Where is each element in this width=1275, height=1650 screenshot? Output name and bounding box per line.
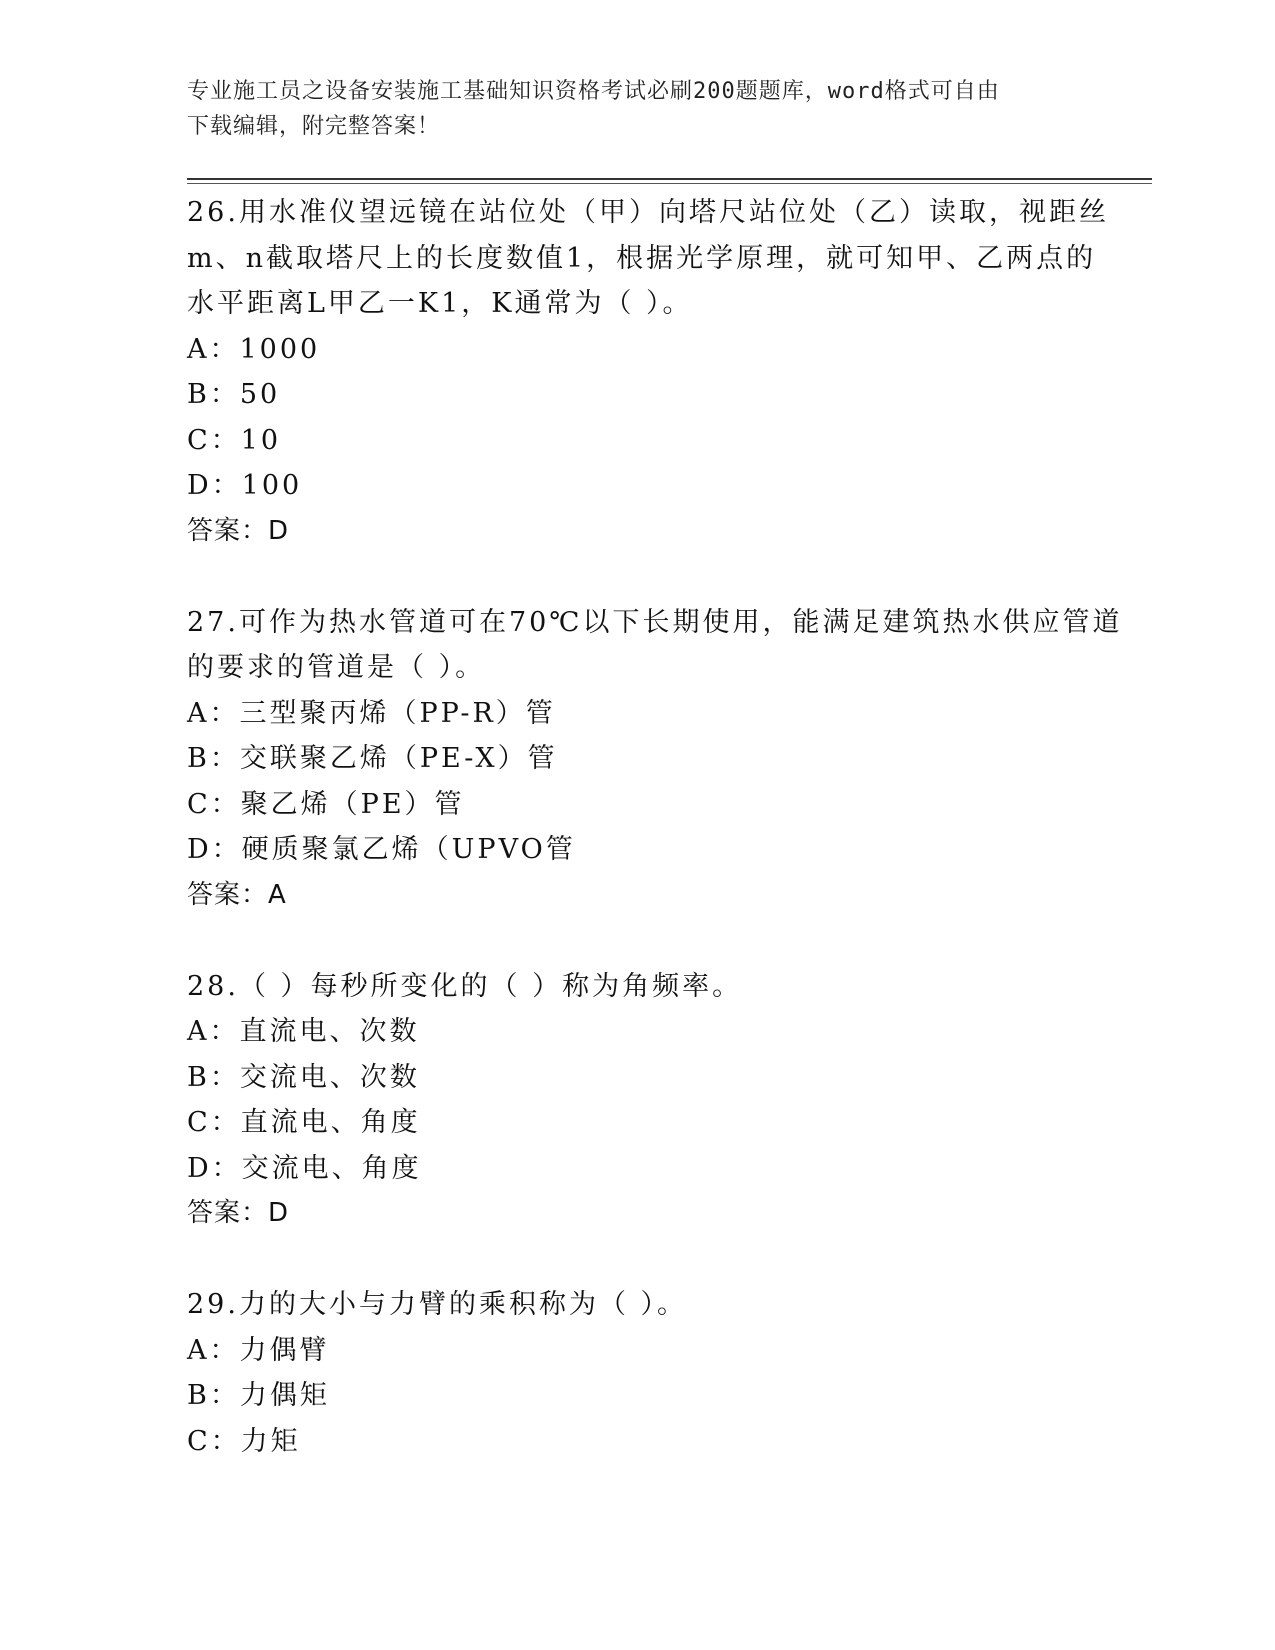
option-a: A：三型聚丙烯（PP-R）管 [187, 697, 556, 729]
question-text-line: 26.用水准仪望远镜在站位处（甲）向塔尺站位处（乙）读取，视距丝 [187, 197, 1109, 228]
answer-text: 答案：A [187, 879, 287, 910]
question-spacer [187, 554, 1087, 600]
option-b: B：力偶矩 [187, 1380, 330, 1411]
header-line-1: 专业施工员之设备安装施工基础知识资格考试必刷200题题库，word格式可自由 [187, 79, 1000, 104]
document-header [187, 74, 1067, 144]
question-29 [187, 1282, 1087, 1464]
question-26 [187, 190, 1109, 554]
header-divider-thick [187, 178, 1152, 180]
question-text-line: 27.可作为热水管道可在70℃以下长期使用，能满足建筑热水供应管道 [187, 606, 1123, 638]
option-d: D：交流电、角度 [187, 1152, 422, 1184]
option-a: A：力偶臂 [187, 1334, 330, 1366]
option-c: C：直流电、角度 [187, 1107, 421, 1138]
option-c: C：力矩 [187, 1425, 301, 1457]
option-a: A：直流电、次数 [187, 1016, 420, 1047]
option-d: D：100 [187, 470, 303, 501]
question-text-line: m、n截取塔尺上的长度数值1，根据光学原理，就可知甲、乙两点的 [187, 242, 1097, 274]
option-b: B：交联聚乙烯（PE-X）管 [187, 743, 558, 774]
option-b: B：交流电、次数 [187, 1061, 420, 1093]
question-spacer [187, 1237, 1087, 1283]
question-text-line: 28.（ ）每秒所变化的（ ）称为角频率。 [187, 970, 743, 1002]
option-b: B：50 [187, 379, 281, 410]
option-d: D：硬质聚氯乙烯（UPVO管 [187, 834, 576, 865]
question-text-line: 水平距离L甲乙一K1，K通常为（ ）。 [187, 288, 693, 319]
answer-text: 答案：D [187, 515, 290, 546]
question-spacer [187, 918, 1087, 964]
header-line-2: 下载编辑，附完整答案！ [187, 114, 441, 139]
question-28 [187, 964, 1087, 1237]
question-27 [187, 600, 1123, 919]
question-list [187, 190, 1123, 1464]
question-text-line: 29.力的大小与力臂的乘积称为（ ）。 [187, 1289, 688, 1320]
header-divider-thin [187, 183, 1152, 184]
option-a: A：1000 [187, 333, 321, 365]
option-c: C：10 [187, 424, 282, 456]
question-text-line: 的要求的管道是（ ）。 [187, 652, 486, 683]
answer-text: 答案：D [187, 1198, 290, 1228]
option-c: C：聚乙烯（PE）管 [187, 788, 465, 820]
